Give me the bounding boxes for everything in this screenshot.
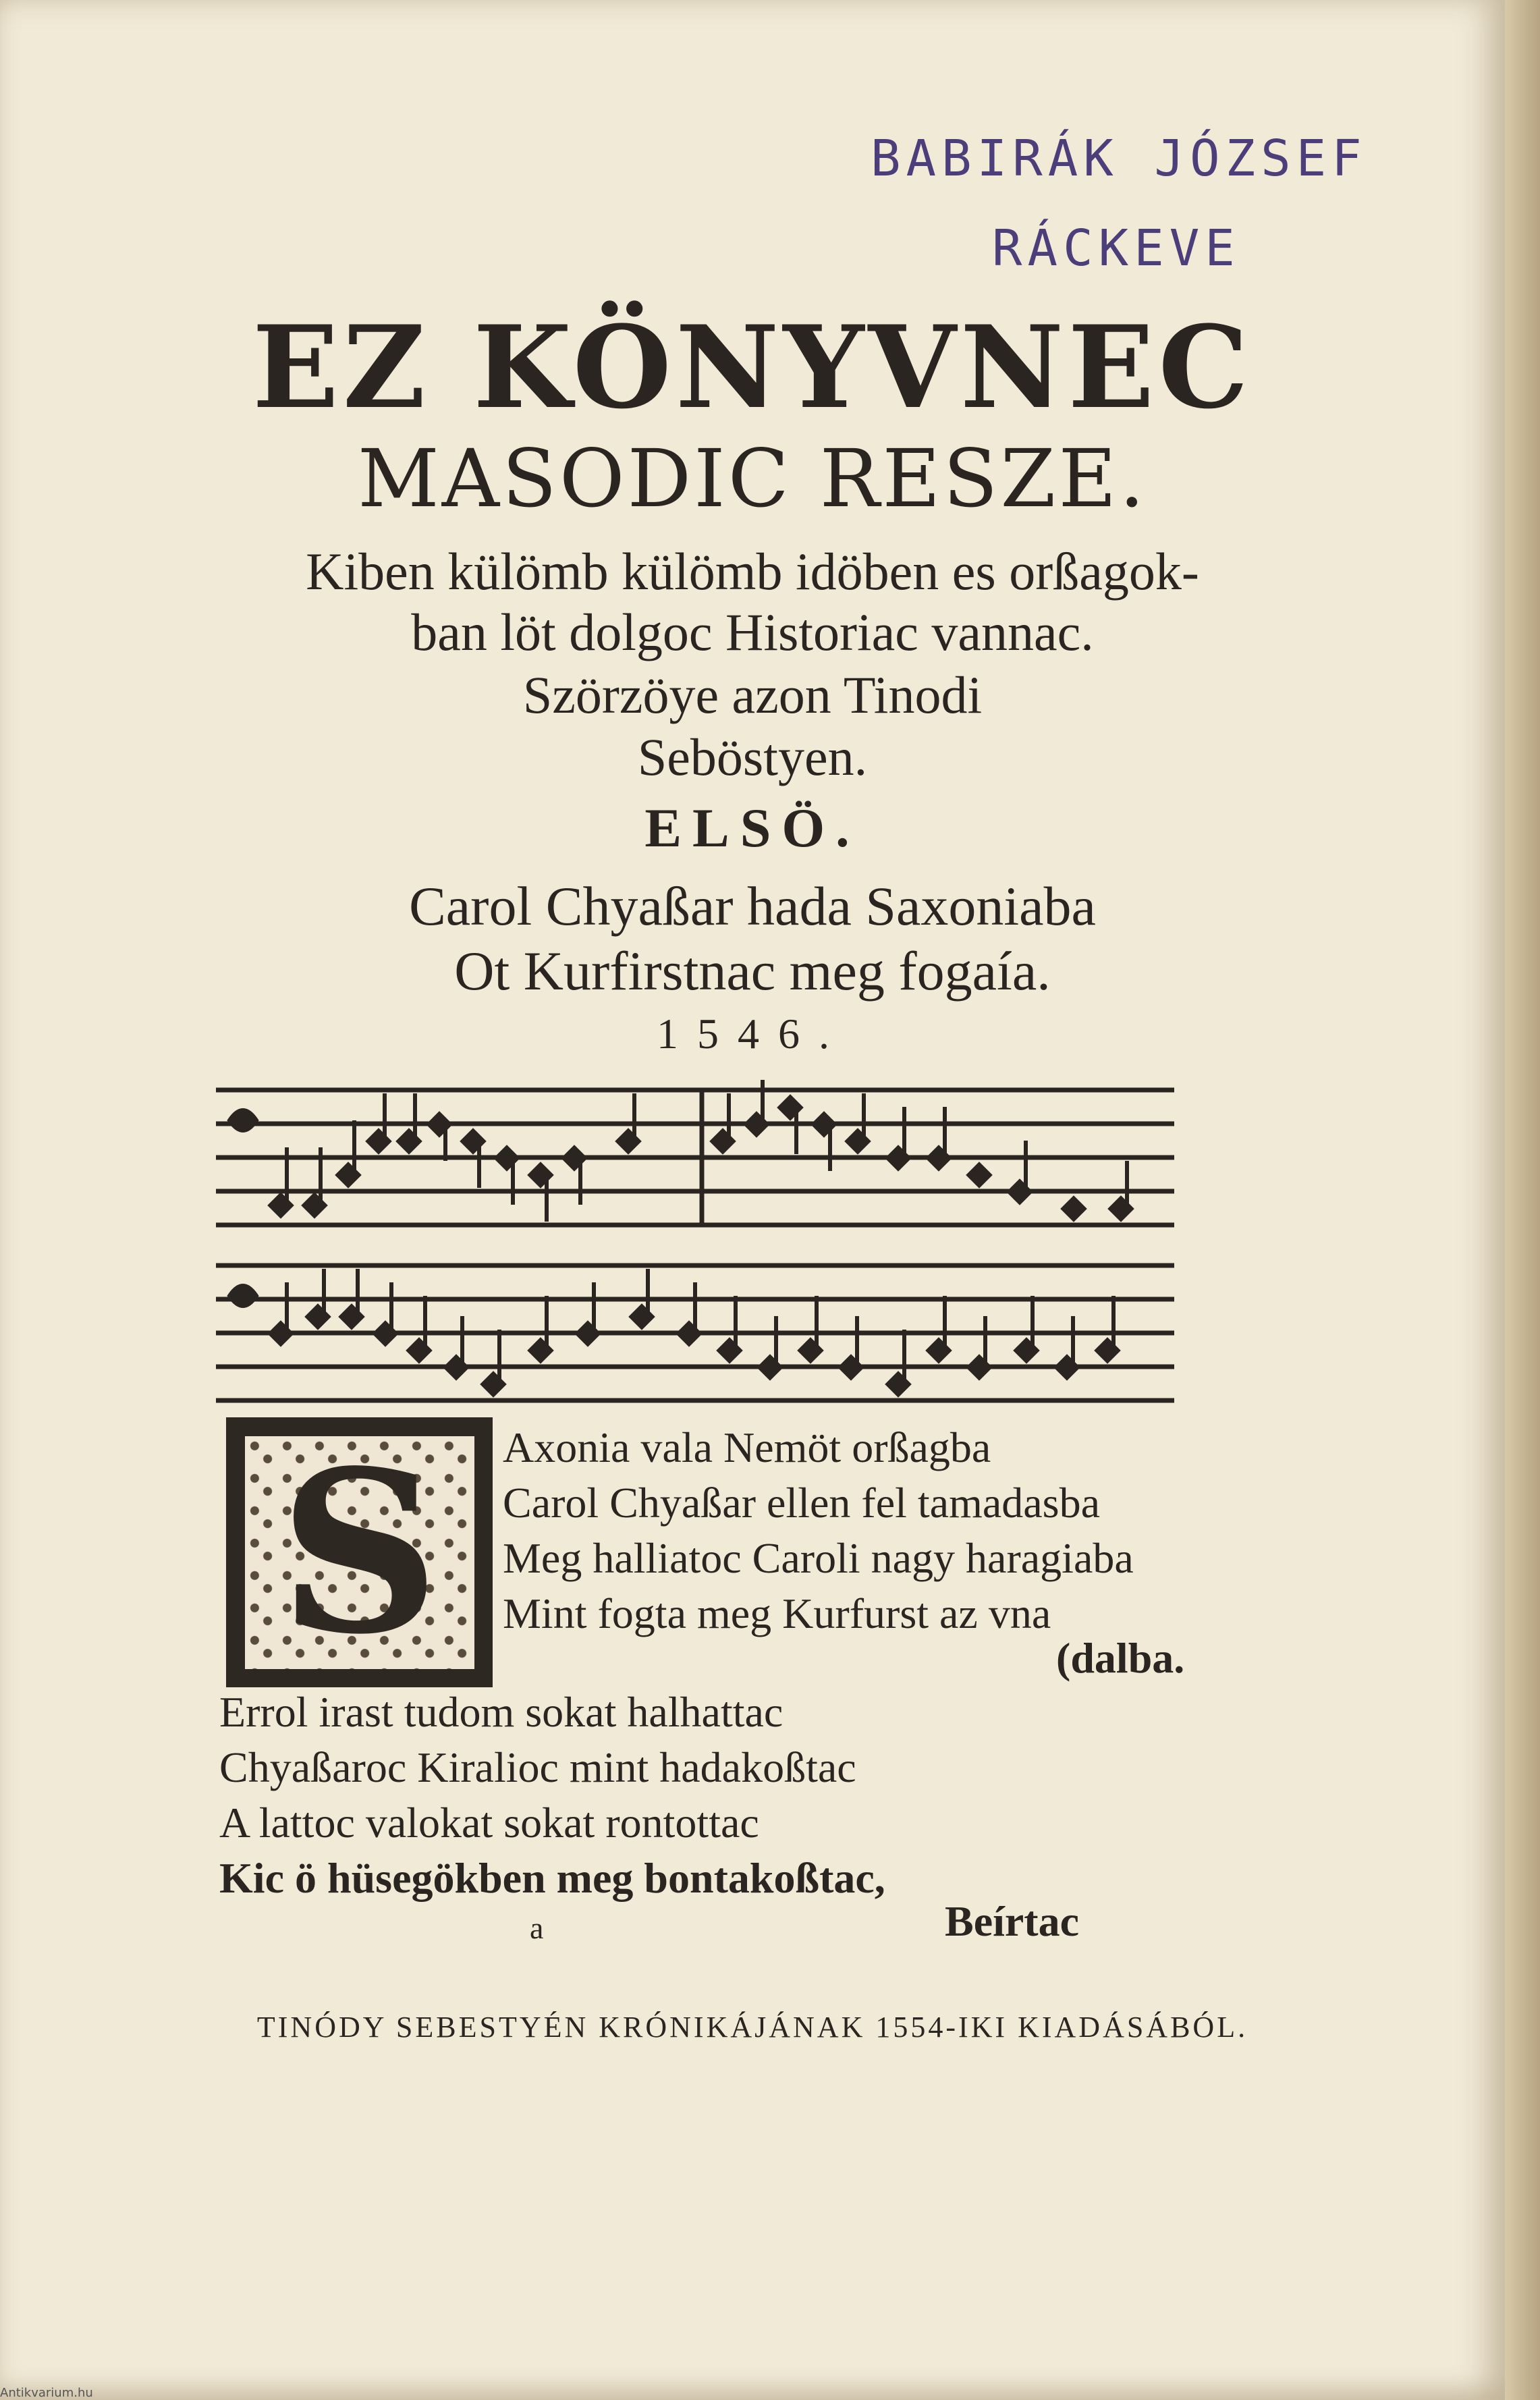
verse-line-6: Chyaßaroc Kiralioc mint hadakoßtac [219,1743,856,1791]
catchword: Beírtac [945,1897,1079,1945]
owner-stamp-place: RÁCKEVE [992,219,1240,277]
caption-line-1: Carol Chyaßar hada Saxoniaba [409,875,1096,937]
music-staff-2 [216,1255,1174,1411]
initial-frame [245,1421,474,1683]
verse-line-3: Meg halliatoc Caroli nagy haragiaba [503,1534,1134,1582]
verse-line-7: A lattoc valokat sokat rontottac [219,1799,759,1847]
signature-mark: a [530,1911,544,1945]
watermark: Antikvarium.hu [0,2386,93,2400]
verse-line-1: Axonia vala Nemöt orßagba [503,1423,991,1471]
section-heading: ELSÖ. [644,797,860,858]
verse-line-8: Kic ö hüsegökben meg bontakoßtac, [219,1854,885,1902]
footer-caption: TINÓDY SEBESTYÉN KRÓNIKÁJÁNAK 1554-IKI KIADÁSÁBÓL. [256,2011,1248,2044]
subtitle-line-3: Szörzöye azon Tinodi [522,665,983,724]
initial-letter: S [279,1421,440,1683]
decorated-initial [226,1417,493,1687]
verse-line-5: Errol irast tudom sokat halhattac [219,1688,783,1736]
music-staff-1 [216,1080,1174,1235]
verse-line-4: Mint fogta meg Kurfurst az vna [503,1589,1051,1637]
title-line-1: EZ KÖNYVNEC [252,300,1253,434]
caption-line-2: Ot Kurfirstnac meg fogaía. [454,940,1051,1002]
subtitle-line-4: Seböstyen. [637,728,868,786]
paper-edge [1505,0,1540,2400]
title-line-2: MASODIC RESZE. [357,432,1148,525]
verse-line-4-turnover: (dalba. [1056,1634,1185,1682]
verse-line-2: Carol Chyaßar ellen fel tamadasba [503,1479,1100,1527]
year: 1546. [657,1010,848,1058]
owner-stamp-name: BABIRÁK JÓZSEF [871,130,1367,188]
subtitle-line-2: ban löt dolgoc Historiac vannac. [411,603,1094,661]
subtitle-line-1: Kiben külömb külömb idöben es orßagok- [306,542,1199,601]
